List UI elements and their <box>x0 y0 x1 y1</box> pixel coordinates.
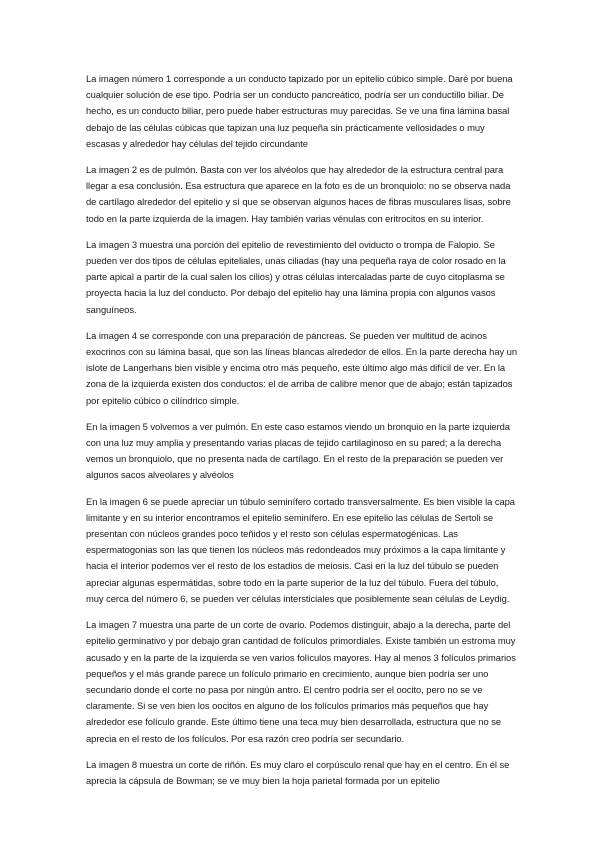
paragraph-imagen-3: La imagen 3 muestra una porción del epitelio de revestimiento del oviducto o trompa de Falopio. Se pueden ver dos tipos de células epiteliales, unas ciliadas (hay una pequeña raya de color rosado en la parte apical a partir de la cual salen los cilios) y otras células intercaladas parte de cuyo citoplasma se proyecta hacia la luz del conducto. Por debajo del epitelio hay una lámina propia con algunos vasos sanguíneos. <box>86 238 506 315</box>
paragraph-imagen-6: En la imagen 6 se puede apreciar un túbulo seminífero cortado transversalmente. Es bien visible la capa limitante y en su interior encontramos el epitelio seminífero. En ese epitelio las células de Sertoli se presentan con núcleos grandes poco teñidos y el resto son células espermatogénicas. Las espermatogonias son las que tienen los núcleos más redondeados muy próximos a la capa limitante y hacia el interior podemos ver el resto de los estadios de meiosis. Casi en la luz del túbulo se pueden apreciar algunas espermátidas, sobre todo en la parte superior de la luz del túbulo. Fuera del túbulo, muy cerca del número 6, se pueden ver células intersticiales que posiblemente sean células de Leydig. <box>86 495 515 604</box>
paragraph-imagen-8: La imagen 8 muestra un corte de riñón. Es muy claro el corpúsculo renal que hay en el centro. En él se aprecia la cápsula de Bowman; se ve muy bien la hoja parietal formada por un epitelio <box>86 758 510 786</box>
paragraph-imagen-5: En la imagen 5 volvemos a ver pulmón. En este caso estamos viendo un bronquio en la parte izquierda con una luz muy amplia y presentando varias placas de tejido cartilaginoso en su pared; a la derecha vemos un bronquiolo, que no presenta nada de cartílago. En el resto de la preparación se pueden ver algunos sacos alveolares y alvéolos <box>86 420 510 481</box>
paragraph-imagen-2: La imagen 2 es de pulmón. Basta con ver los alvéolos que hay alrededor de la estructura central para llegar a esa conclusión. Esa estructura que aparece en la foto es de un bronquiolo: no se observa nada de cartílago alrededor del epitelio y sí que se observan algunos haces de fibras musculares lisas, sobre todo en la parte izquierda de la imagen. Hay también varias vénulas con eritrocitos en su interior. <box>86 164 511 224</box>
paragraph-imagen-7: La imagen 7 muestra una parte de un corte de ovario. Podemos distinguir, abajo a la derecha, parte del epitelio germinativo y por debajo gran cantidad de folículos primordiales. Existe también un estroma muy acusado y en la parte de la izquierda se ven varios folículos mayores. Hay al menos 3 folículos primarios pequeños y el más grande parece un folículo primario en crecimiento, aunque bien podría ser uno secundario donde el corte no pasa por ningún antro. El centro podría ser el oocito, pero no se ve claramente. Si se ven bien los oocitos en alguno de los folículos primarios más pequeños que hay alrededor ese folículo grande. Este último tiene una teca muy bien desarrollada, estructura que no se aprecia en el resto de los folículos. Por esa razón creo podría ser secundario. <box>86 619 516 744</box>
paragraph-imagen-4: La imagen 4 se corresponde con una preparación de páncreas. Se pueden ver multitud de acinos exocrinos con su lámina basal, que son las líneas blancas alrededor de ellos. En la parte derecha hay un islote de Langerhans bien visible y encima otro más pequeño, este último algo más difícil de ver. En la zona de la izquierda existen dos conductos: el de arriba de calibre menor que de abajo; están tapizados por epitelio cúbico o cilíndrico simple. <box>86 329 518 406</box>
document-body <box>86 71 518 789</box>
paragraph-imagen-1: La imagen número 1 corresponde a un conducto tapizado por un epitelio cúbico simple. Daré por buena cualquier solución de ese tipo. Podría ser un conducto pancreático, podría ser un conductillo biliar. De hecho, es un conducto biliar, pero puede haber estructuras muy parecidas. Se ve una fina lámina basal debajo de las células cúbicas que tapizan una luz pequeña sin prácticamente vellosidades o muy escasas y alrededor hay células del tejido circundante <box>86 73 513 149</box>
